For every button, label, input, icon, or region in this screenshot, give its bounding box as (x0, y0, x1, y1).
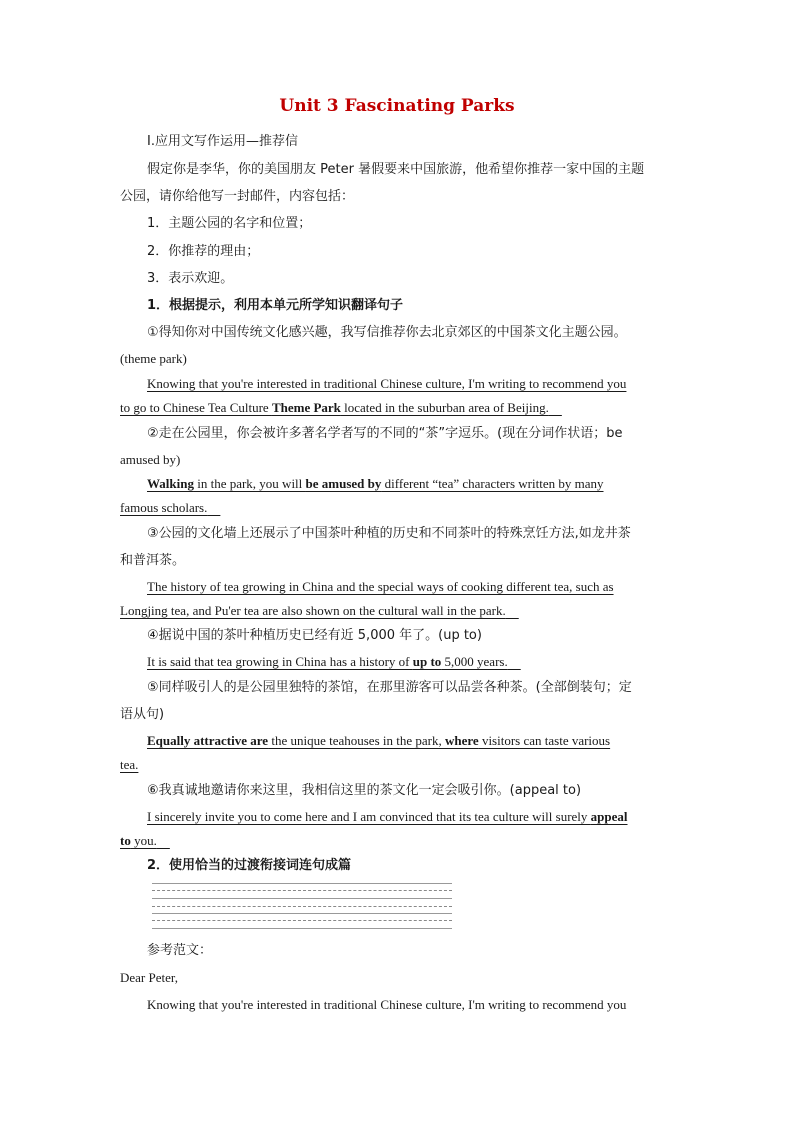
answer-text: Walking in the park, you will be amused by different “tea” characters written by many (147, 476, 604, 491)
item-1-hint: (theme park) (120, 351, 187, 366)
writing-line[interactable] (152, 890, 452, 891)
answer-text: The history of tea growing in China and the special ways of cooking different tea, such as (147, 579, 614, 594)
item-6-answer-line-2 (120, 832, 675, 850)
task-1-heading: 1．根据提示，利用本单元所学知识翻译句子 (147, 298, 404, 313)
writing-line[interactable] (152, 906, 452, 907)
section-heading: Ⅰ.应用文写作运用—推荐信 (147, 134, 298, 149)
requirement-2: 2．你推荐的理由； (147, 244, 260, 259)
answer-text: Equally attractive are the unique teahouses in the park, where visitors can taste various (147, 733, 611, 748)
item-1-answer-line-1 (147, 375, 675, 393)
item-5-prompt: ⑤同样吸引人的是公园里独特的茶馆，在那里游客可以品尝各种茶。(全部倒装句；定 (147, 680, 632, 695)
requirement-3: 3．表示欢迎。 (147, 271, 234, 286)
prompt-line-1: 假定你是李华，你的美国朋友 Peter 暑假要来中国旅游，他希望你推荐一家中国的主题 (147, 162, 645, 177)
answer-text: Longjing tea, and Pu'er tea are also shown on the cultural wall in the park. (120, 603, 506, 618)
item-6-prompt: ⑥我真诚地邀请你来这里，我相信这里的茶文化一定会吸引你。(appeal to) (147, 783, 582, 798)
item-3-answer-line-2 (120, 602, 675, 620)
answer-text: It is said that tea growing in China has a history of up to 5,000 years. (147, 654, 508, 669)
writing-line[interactable] (152, 883, 452, 884)
answer-text: tea. (120, 757, 139, 772)
answer-text: Knowing that you're interested in traditional Chinese culture, I'm writing to recommend you (147, 376, 627, 391)
item-2-hint: amused by) (120, 452, 181, 467)
item-1-answer-line-2 (120, 399, 675, 417)
writing-line[interactable] (152, 913, 452, 914)
item-2-answer-line-1 (147, 475, 675, 493)
answer-text: I sincerely invite you to come here and I am convinced that its tea culture will surely appeal (147, 809, 628, 824)
item-1-prompt: ①得知你对中国传统文化感兴趣，我写信推荐你去北京郊区的中国茶文化主题公园。 (147, 325, 627, 340)
task-2-heading: 2．使用恰当的过渡衔接词连句成篇 (147, 858, 352, 873)
sample-label: 参考范文： (147, 943, 213, 958)
item-6-answer-line-1 (147, 808, 675, 826)
item-4-answer-line-1 (147, 653, 675, 671)
item-3-answer-line-1 (147, 578, 675, 596)
answer-text: to you. (120, 833, 157, 848)
item-2-answer-line-2 (120, 499, 675, 517)
item-3-prompt: ③公园的文化墙上还展示了中国茶叶种植的历史和不同茶叶的特殊烹饪方法,如龙井茶 (147, 526, 631, 541)
answer-text: to go to Chinese Tea Culture Theme Park located in the suburban area of Beijing. (120, 400, 549, 415)
item-5-answer-line-2 (120, 756, 675, 774)
item-3-prompt-cont: 和普洱茶。 (120, 553, 186, 568)
page-title: Unit 3 Fascinating Parks (279, 96, 515, 116)
prompt-line-2: 公园，请你给他写一封邮件，内容包括： (120, 189, 355, 204)
answer-text: famous scholars. (120, 500, 208, 515)
requirement-1: 1．主题公园的名字和位置； (147, 216, 312, 231)
item-5-prompt-cont: 语从句) (120, 707, 165, 722)
sample-first-line: Knowing that you're interested in traditional Chinese culture, I'm writing to recommend you (147, 997, 627, 1012)
item-2-prompt: ②走在公园里，你会被许多著名学者写的不同的“茶”字逗乐。(现在分词作状语；be (147, 426, 623, 441)
writing-line[interactable] (152, 928, 452, 929)
item-5-answer-line-1 (147, 732, 675, 750)
item-4-prompt: ④据说中国的茶叶种植历史已经有近 5,000 年了。(up to) (147, 628, 482, 643)
writing-line[interactable] (152, 898, 452, 899)
writing-line[interactable] (152, 920, 452, 921)
salutation: Dear Peter, (120, 970, 178, 985)
